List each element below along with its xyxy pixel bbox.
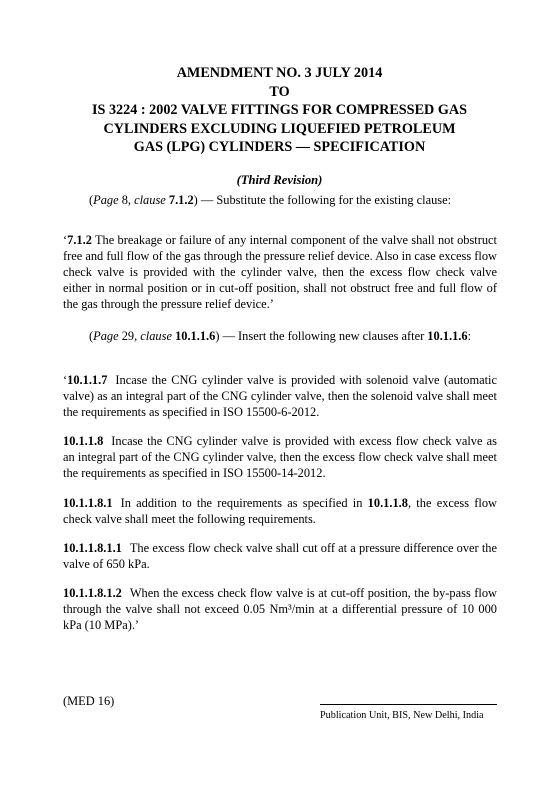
clause-number: 10.1.1.7 bbox=[67, 373, 108, 387]
clause-10-1-1-8: 10.1.1.8 Incase the CNG cylinder valve is provided with excess flow check valve as an integral part of the CNG cylinder valve, then the excess flow check valve shall meet the requirements as specified in ISO 15500-14-2012. bbox=[63, 434, 497, 480]
clause-10-1-1-8-1-2: 10.1.1.8.1.2 When the excess check flow valve is at cut-off position, the by-pass flow through the valve shall not exceed 0.05 Nm³/min at a differential pressure of 10 000 kPa (10 MPa).’ bbox=[63, 586, 497, 632]
clause-number: 10.1.1.8 bbox=[63, 434, 104, 448]
title-line: TO bbox=[269, 83, 290, 100]
clause-10-1-1-7: ‘10.1.1.7 Incase the CNG cylinder valve is provided with solenoid valve (automatic valve) as an integral part of the CNG cylinder valve, then the solenoid valve shall meet the requirements as specified in ISO 15500-6-2012. bbox=[63, 373, 497, 419]
clause-7-1-2: ‘7.1.2 The breakage or failure of any internal component of the valve shall not obstruct free and full flow of the gas through the pressure relief device. Also in case excess flow check valve is provided with the cylinder valve, then the excess flow check valve either in normal position or in cut-off position, shall not obstruct free and full flow of the gas through the pressure relief device.’ bbox=[63, 233, 497, 311]
footer-divider bbox=[320, 704, 497, 705]
publisher-line: Publication Unit, BIS, New Delhi, India bbox=[320, 710, 484, 721]
clause-10-1-1-8-1-1: 10.1.1.8.1.1 The excess flow check valve shall cut off at a pressure difference over the valve of 650 kPa. bbox=[63, 541, 497, 571]
clause-number: 10.1.1.8.1 bbox=[63, 496, 113, 510]
title-line: IS 3224 : 2002 VALVE FITTINGS FOR COMPRESSED GAS bbox=[92, 102, 467, 118]
committee-reference: (MED 16) bbox=[63, 694, 115, 708]
clause-number: 10.1.1.8.1.2 bbox=[63, 586, 122, 600]
revision-subtitle: (Third Revision) bbox=[236, 173, 323, 187]
amendment-title bbox=[40, 64, 519, 157]
reference-page-29: (Page 29, clause 10.1.1.6) — Insert the following new clauses after 10.1.1.6: bbox=[89, 329, 472, 343]
title-line: CYLINDERS EXCLUDING LIQUEFIED PETROLEUM bbox=[103, 120, 456, 137]
clause-number: 7.1.2 bbox=[67, 233, 92, 247]
title-line: GAS (LPG) CYLINDERS — SPECIFICATION bbox=[133, 139, 426, 155]
clause-10-1-1-8-1: 10.1.1.8.1 In addition to the requirements as specified in 10.1.1.8, the excess flow check valve shall meet the following requirements. bbox=[63, 496, 497, 526]
clause-number: 10.1.1.8.1.1 bbox=[63, 541, 122, 555]
reference-page-8: (Page 8, clause 7.1.2) — Substitute the following for the existing clause: bbox=[89, 193, 452, 207]
title-line: AMENDMENT NO. 3 JULY 2014 bbox=[176, 65, 383, 81]
